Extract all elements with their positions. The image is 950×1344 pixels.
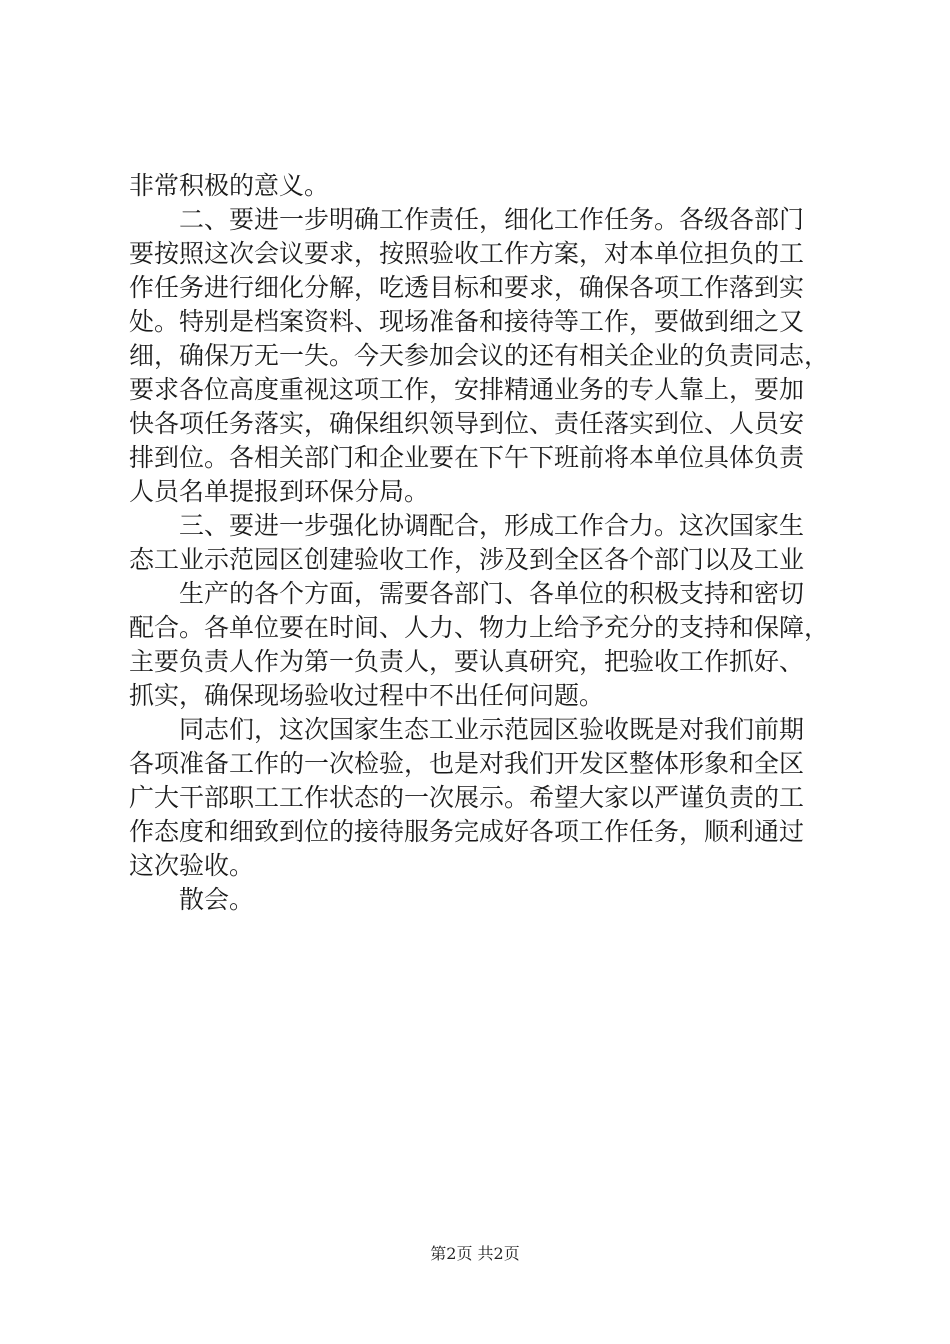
text-line: 作任务进行细化分解，吃透目标和要求，确保各项工作落到实 (129, 273, 805, 302)
text-line: 作态度和细致到位的接待服务完成好各项工作任务，顺利通过 (129, 817, 805, 846)
text-line: 快各项任务落实，确保组织领导到位、责任落实到位、人员安 (129, 409, 805, 438)
text-line: 非常积极的意义。 (129, 171, 330, 200)
text-line: 要按照这次会议要求，按照验收工作方案，对本单位担负的工 (129, 239, 805, 268)
text-line: 生产的各个方面，需要各部门、各单位的积极支持和密切 (179, 579, 805, 608)
text-line: 主要负责人作为第一负责人，要认真研究，把验收工作抓好、 (129, 647, 805, 676)
text-line: 人员名单提报到环保分局。 (129, 477, 430, 506)
text-line: 三、要进一步强化协调配合，形成工作合力。这次国家生 (179, 511, 805, 540)
text-line: 处。特别是档案资料、现场准备和接待等工作，要做到细之又 (129, 307, 805, 336)
text-line: 散会。 (179, 885, 255, 914)
text-line: 广大干部职工工作状态的一次展示。希望大家以严谨负责的工 (129, 783, 805, 812)
text-line: 细，确保万无一失。今天参加会议的还有相关企业的负责同志， (129, 341, 830, 370)
text-line: 排到位。各相关部门和企业要在下午下班前将本单位具体负责 (129, 443, 805, 472)
text-line: 同志们，这次国家生态工业示范园区验收既是对我们前期 (179, 715, 805, 744)
page-footer: 第2页 共2页 (430, 1244, 520, 1263)
text-line: 态工业示范园区创建验收工作，涉及到全区各个部门以及工业 (129, 545, 805, 574)
text-line: 抓实，确保现场验收过程中不出任何问题。 (129, 681, 605, 710)
text-line: 配合。各单位要在时间、人力、物力上给予充分的支持和保障， (129, 613, 830, 642)
text-line: 要求各位高度重视这项工作，安排精通业务的专人靠上，要加 (129, 375, 805, 404)
text-line: 二、要进一步明确工作责任，细化工作任务。各级各部门 (179, 205, 805, 234)
text-line: 各项准备工作的一次检验，也是对我们开发区整体形象和全区 (129, 749, 805, 778)
text-line: 这次验收。 (129, 851, 255, 880)
